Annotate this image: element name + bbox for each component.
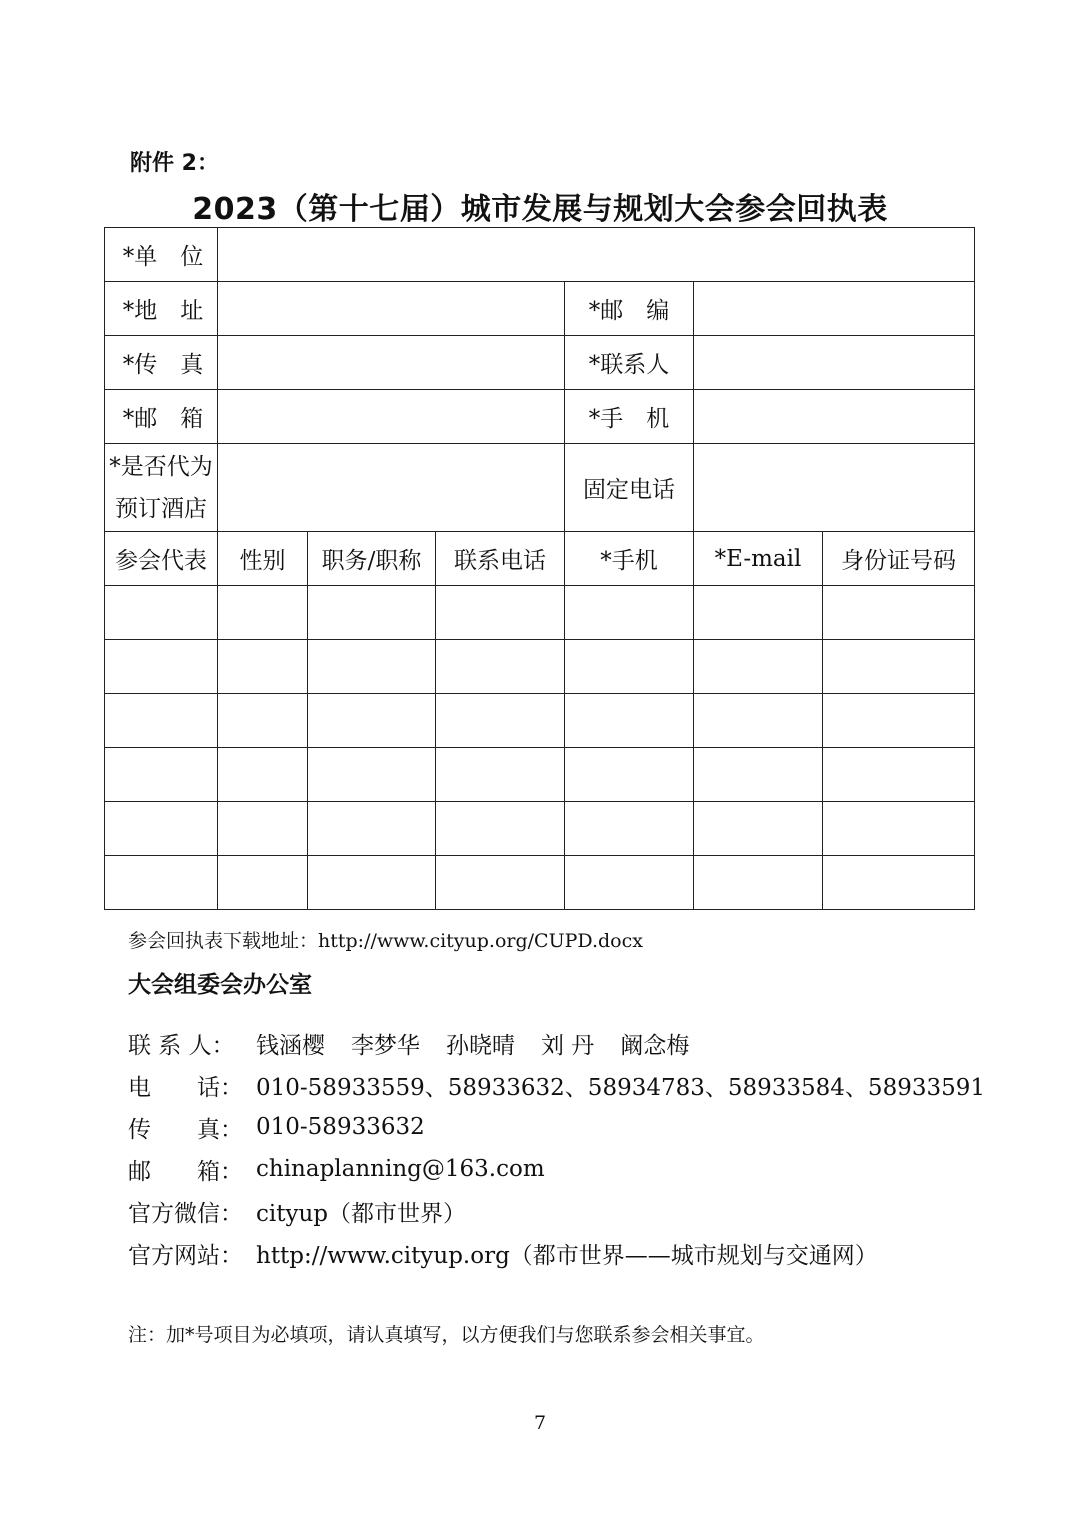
attendee-header-row — [105, 532, 975, 586]
attendee-cell[interactable] — [565, 748, 694, 802]
postcode-input-cell[interactable] — [694, 282, 975, 336]
contact-people-label: 联 系 人： — [128, 1032, 235, 1059]
email-row — [105, 390, 975, 444]
attendee-cell[interactable] — [105, 802, 218, 856]
landline-label: 固定电话 — [565, 444, 694, 532]
attendee-cell[interactable] — [105, 856, 218, 910]
attendee-cell[interactable] — [823, 802, 975, 856]
header-gender: 性别 — [218, 532, 308, 586]
attendee-cell[interactable] — [694, 748, 823, 802]
page-title: 2023（第十七届）城市发展与规划大会参会回执表 — [192, 192, 888, 227]
attendee-cell[interactable] — [105, 640, 218, 694]
attendee-cell[interactable] — [565, 694, 694, 748]
attendee-cell[interactable] — [436, 640, 565, 694]
attendee-cell[interactable] — [308, 640, 436, 694]
email-contact-row — [128, 1148, 985, 1190]
phone-value: 010-58933559、58933632、58934783、58933584、58933591 — [256, 1074, 986, 1101]
attendee-cell[interactable] — [694, 802, 823, 856]
contact-name: 钱涵樱 — [256, 1032, 325, 1059]
attendee-cell[interactable] — [694, 640, 823, 694]
attendee-cell[interactable] — [436, 748, 565, 802]
attendee-cell[interactable] — [218, 586, 308, 640]
attendee-row — [105, 640, 975, 694]
fax-label: *传 真 — [105, 336, 218, 390]
attendee-cell[interactable] — [436, 586, 565, 640]
attendee-cell[interactable] — [565, 586, 694, 640]
attendee-cell[interactable] — [218, 694, 308, 748]
attendee-row — [105, 694, 975, 748]
hotel-label-line2: 预订酒店 — [115, 495, 207, 522]
attendee-row — [105, 748, 975, 802]
attendee-cell[interactable] — [823, 856, 975, 910]
hotel-row — [105, 444, 975, 532]
unit-label: *单 位 — [105, 228, 218, 282]
unit-row — [105, 228, 975, 282]
header-phone: 联系电话 — [436, 532, 565, 586]
email-contact-label: 邮 箱： — [128, 1158, 243, 1185]
website-value[interactable]: http://www.cityup.org（都市世界——城市规划与交通网） — [256, 1242, 878, 1269]
fax-contact-row — [128, 1106, 985, 1148]
contact-info — [128, 1022, 985, 1274]
mobile-input-cell[interactable] — [694, 390, 975, 444]
attendee-cell[interactable] — [105, 748, 218, 802]
contact-person-label: *联系人 — [565, 336, 694, 390]
attendee-cell[interactable] — [565, 802, 694, 856]
header-position: 职务/职称 — [308, 532, 436, 586]
contact-name: 李梦华 — [351, 1032, 420, 1059]
attendee-cell[interactable] — [694, 856, 823, 910]
attendee-cell[interactable] — [308, 694, 436, 748]
website-row — [128, 1232, 985, 1274]
website-label: 官方网站： — [128, 1242, 243, 1269]
wechat-row — [128, 1190, 985, 1232]
attendee-cell[interactable] — [105, 586, 218, 640]
attendee-cell[interactable] — [823, 586, 975, 640]
attendee-cell[interactable] — [218, 802, 308, 856]
attendee-cell[interactable] — [823, 640, 975, 694]
attendee-cell[interactable] — [308, 586, 436, 640]
fax-contact-label: 传 真： — [128, 1116, 243, 1143]
attachment-label: 附件 2： — [130, 151, 219, 176]
contact-people-row — [128, 1022, 985, 1064]
postcode-label: *邮 编 — [565, 282, 694, 336]
footnote: 注：加*号项目为必填项，请认真填写，以方便我们与您联系参会相关事宜。 — [128, 1324, 765, 1346]
phone-label: 电 话： — [128, 1074, 243, 1101]
attendee-cell[interactable] — [565, 856, 694, 910]
email-value[interactable]: chinaplanning@163.com — [256, 1156, 545, 1182]
address-input-cell[interactable] — [218, 282, 565, 336]
fax-value: 010-58933632 — [256, 1114, 425, 1140]
mobile-label: *手 机 — [565, 390, 694, 444]
attendee-cell[interactable] — [565, 640, 694, 694]
hotel-booking-label — [105, 444, 218, 532]
header-id-number: 身份证号码 — [823, 532, 975, 586]
attendee-cell[interactable] — [436, 856, 565, 910]
hotel-label-line1: *是否代为 — [109, 453, 213, 480]
attendee-cell[interactable] — [218, 640, 308, 694]
landline-input-cell[interactable] — [694, 444, 975, 532]
wechat-label: 官方微信： — [128, 1200, 243, 1227]
attendee-cell[interactable] — [218, 748, 308, 802]
fax-row — [105, 336, 975, 390]
header-mobile: *手机 — [565, 532, 694, 586]
attendee-cell[interactable] — [308, 748, 436, 802]
attendee-cell[interactable] — [105, 694, 218, 748]
registration-form-table — [104, 227, 975, 910]
email-label: *邮 箱 — [105, 390, 218, 444]
download-link[interactable]: 参会回执表下载地址：http://www.cityup.org/CUPD.docx — [128, 930, 643, 952]
attendee-row — [105, 802, 975, 856]
contact-name: 阚念梅 — [620, 1032, 690, 1059]
address-label: *地 址 — [105, 282, 218, 336]
attendee-cell[interactable] — [823, 748, 975, 802]
attendee-cell[interactable] — [694, 586, 823, 640]
contact-name: 刘 丹 — [541, 1032, 595, 1059]
attendee-cell[interactable] — [308, 856, 436, 910]
contact-person-input-cell[interactable] — [694, 336, 975, 390]
header-attendee: 参会代表 — [105, 532, 218, 586]
header-email: *E-mail — [694, 532, 823, 586]
attendee-cell[interactable] — [694, 694, 823, 748]
attendee-row — [105, 586, 975, 640]
page-number: 7 — [533, 1412, 547, 1434]
office-title: 大会组委会办公室 — [128, 972, 312, 998]
fax-input-cell[interactable] — [218, 336, 565, 390]
wechat-value: cityup（都市世界） — [256, 1200, 467, 1227]
attendee-cell[interactable] — [436, 694, 565, 748]
address-row — [105, 282, 975, 336]
attendee-cell[interactable] — [436, 802, 565, 856]
phone-row — [128, 1064, 985, 1106]
attendee-cell[interactable] — [218, 856, 308, 910]
email-input-cell[interactable] — [218, 390, 565, 444]
hotel-booking-input-cell[interactable] — [218, 444, 565, 532]
attendee-cell[interactable] — [308, 802, 436, 856]
attendee-row — [105, 856, 975, 910]
unit-input-cell[interactable] — [218, 228, 975, 282]
attendee-cell[interactable] — [823, 694, 975, 748]
contact-name: 孙晓晴 — [446, 1032, 515, 1059]
